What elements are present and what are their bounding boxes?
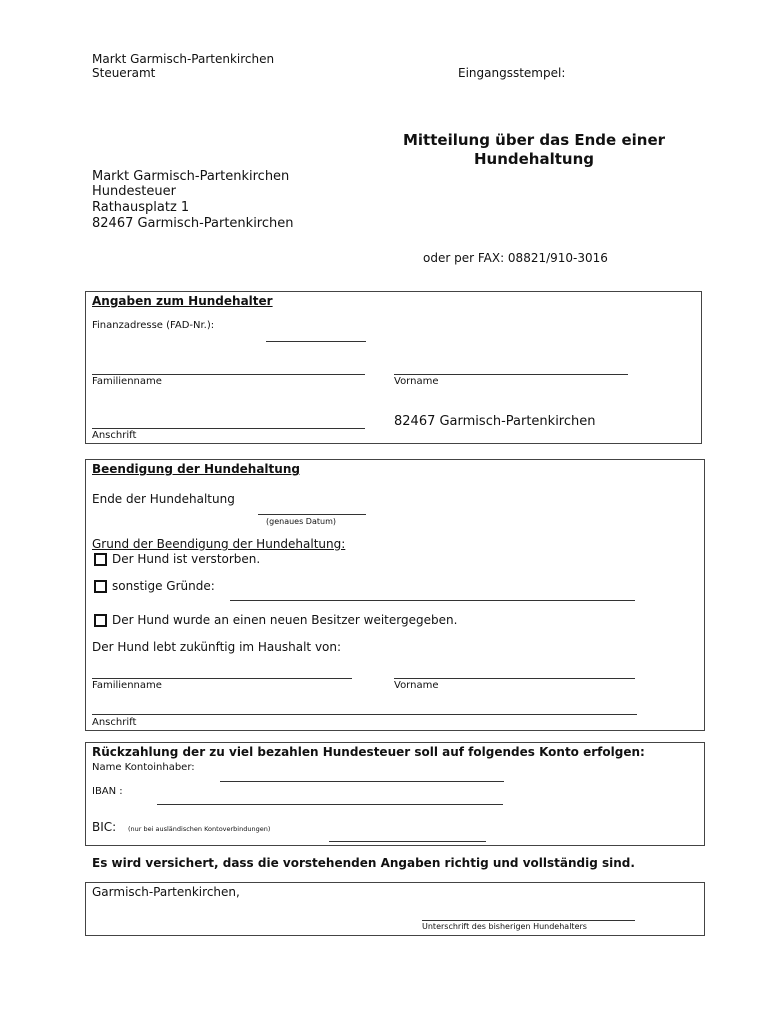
new-address-line[interactable] <box>92 714 637 715</box>
new-owner-label: Der Hund wurde an einen neuen Besitzer weitergegeben. <box>112 613 458 627</box>
end-date-line[interactable] <box>258 514 366 515</box>
iban-label: IBAN : <box>92 786 123 797</box>
reason-heading: Grund der Beendigung der Hundehaltung: <box>92 537 346 551</box>
died-option-label: Der Hund ist verstorben. <box>112 552 261 566</box>
page-title <box>384 131 684 169</box>
new-firstname-label: Vorname <box>394 680 439 691</box>
address-line-2: Hundesteuer <box>92 184 176 199</box>
bic-label: BIC: <box>92 820 117 834</box>
fax-number: oder per FAX: 08821/910-3016 <box>423 251 608 265</box>
stamp-label: Eingangsstempel: <box>458 66 566 80</box>
owner-firstname-line[interactable] <box>394 374 628 375</box>
other-reasons-line[interactable] <box>230 600 635 601</box>
died-checkbox[interactable] <box>94 553 107 566</box>
other-reasons-label: sonstige Gründe: <box>112 579 215 593</box>
end-date-label: Ende der Hundehaltung <box>92 492 235 506</box>
bic-line[interactable] <box>329 841 486 842</box>
signature-label: Unterschrift des bisherigen Hundehalters <box>422 922 587 931</box>
bic-hint: (nur bei ausländischen Kontoverbindungen) <box>128 825 271 833</box>
owner-surname-line[interactable] <box>92 374 365 375</box>
new-surname-line[interactable] <box>92 678 352 679</box>
address-line-3: Rathausplatz 1 <box>92 200 190 215</box>
future-household-label: Der Hund lebt zukünftig im Haushalt von: <box>92 640 342 654</box>
owner-address-line[interactable] <box>92 428 365 429</box>
owner-address-label: Anschrift <box>92 430 137 441</box>
authority-line-1: Markt Garmisch-Partenkirchen <box>92 52 275 66</box>
new-address-label: Anschrift <box>92 717 137 728</box>
fad-label: Finanzadresse (FAD-Nr.): <box>92 320 215 331</box>
assurance-statement: Es wird versichert, dass die vorstehenden Angaben richtig und vollständig sind. <box>92 856 635 870</box>
end-date-hint: (genaues Datum) <box>266 517 336 526</box>
new-owner-checkbox[interactable] <box>94 614 107 627</box>
iban-line[interactable] <box>157 804 503 805</box>
owner-firstname-label: Vorname <box>394 376 439 387</box>
new-surname-label: Familienname <box>92 680 162 691</box>
address-line-4: 82467 Garmisch-Partenkirchen <box>92 216 294 231</box>
account-holder-line[interactable] <box>220 781 504 782</box>
address-line-1: Markt Garmisch-Partenkirchen <box>92 169 290 184</box>
title-line-2: Hundehaltung <box>473 150 595 168</box>
owner-surname-label: Familienname <box>92 376 162 387</box>
new-firstname-line[interactable] <box>394 678 635 679</box>
fad-input-line[interactable] <box>266 341 366 342</box>
title-line-1: Mitteilung über das Ende einer <box>402 131 666 149</box>
signature-line[interactable] <box>422 920 635 921</box>
authority-line-2: Steueramt <box>92 66 156 80</box>
account-holder-label: Name Kontoinhaber: <box>92 762 195 773</box>
signature-place: Garmisch-Partenkirchen, <box>92 885 240 899</box>
refund-section-heading: Rückzahlung der zu viel bezahlen Hundesteuer soll auf folgendes Konto erfolgen: <box>92 745 645 759</box>
owner-city: 82467 Garmisch-Partenkirchen <box>394 414 596 429</box>
other-reasons-checkbox[interactable] <box>94 580 107 593</box>
end-section-heading: Beendigung der Hundehaltung <box>92 462 300 476</box>
owner-section-heading: Angaben zum Hundehalter <box>92 294 273 308</box>
